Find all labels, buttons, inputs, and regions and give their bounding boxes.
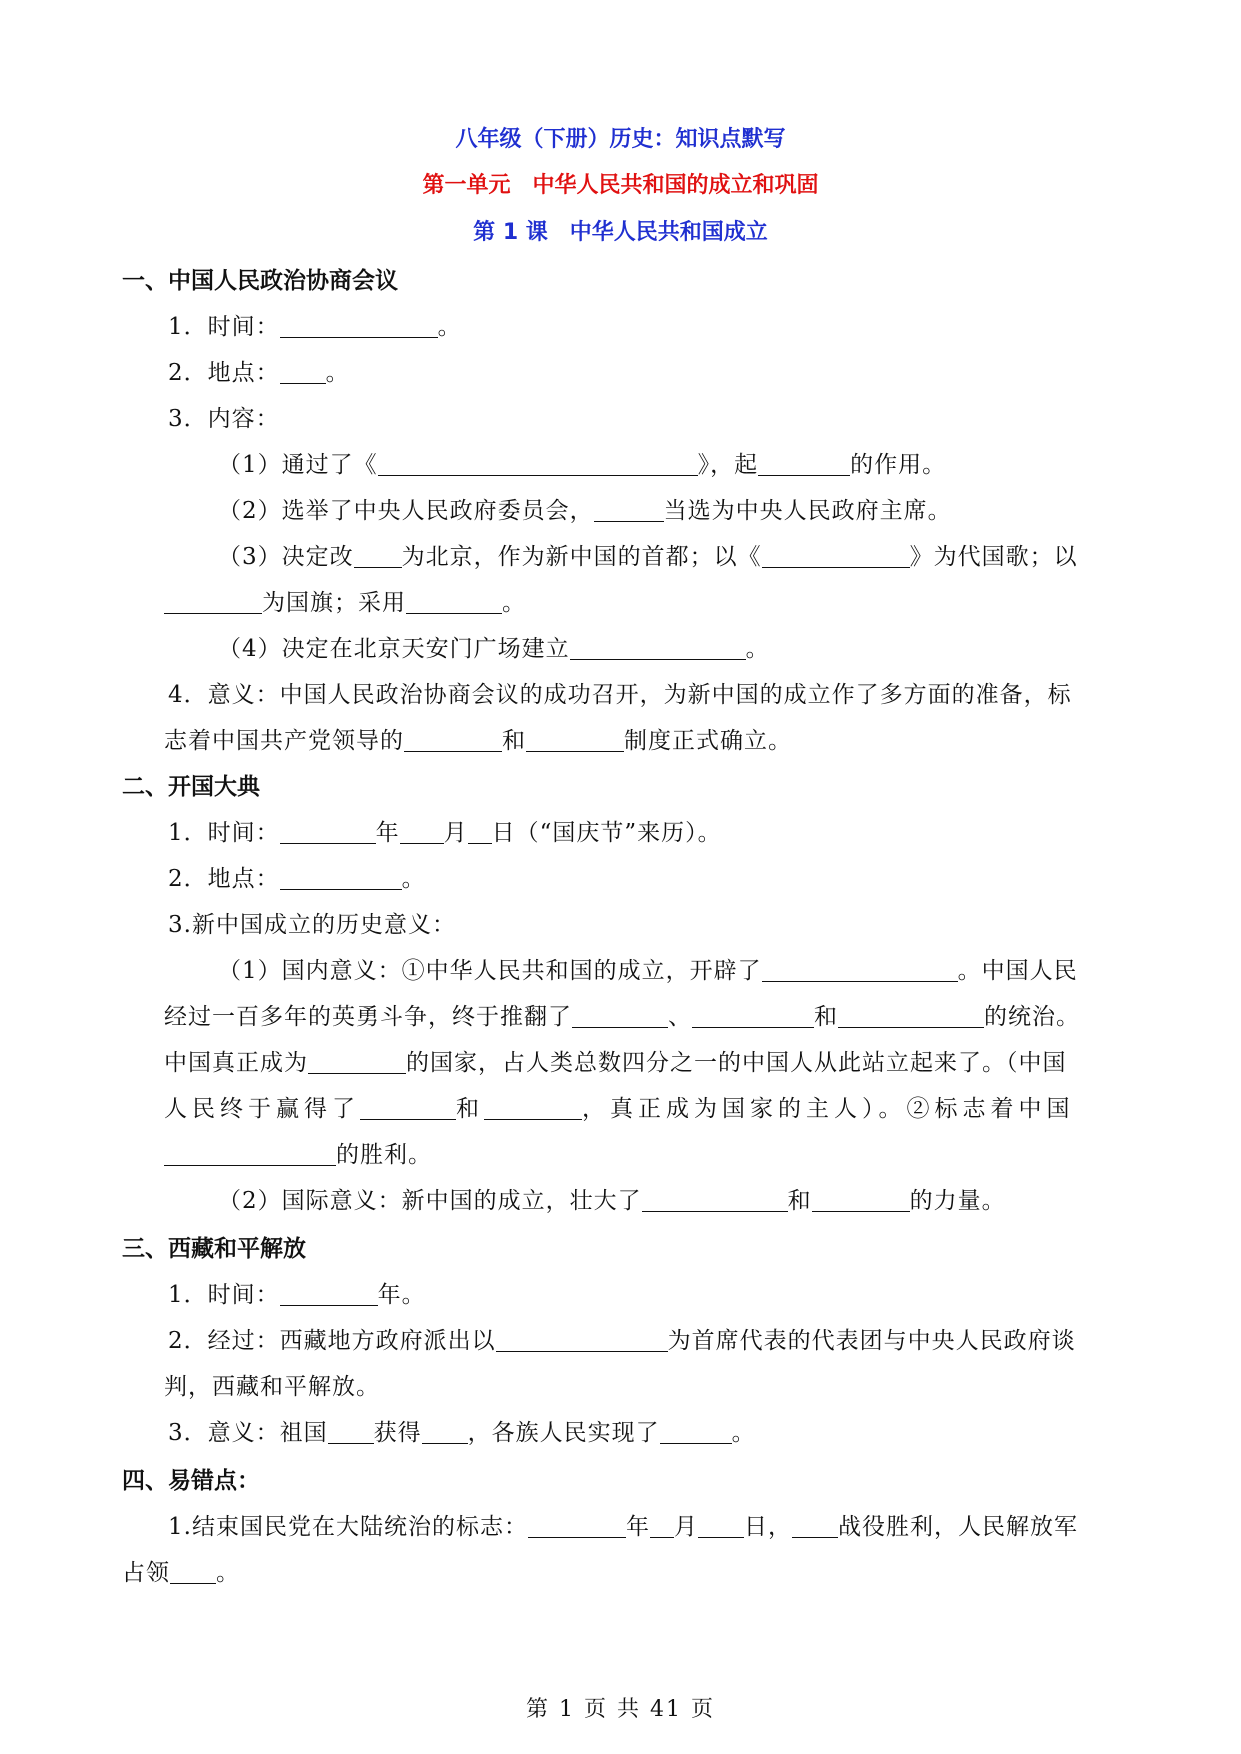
tibet-significance: 3．意义：祖国 获得 ，各族人民实现了 。 <box>168 1420 756 1446</box>
blank <box>280 865 402 890</box>
cppcc-time-line: 1．时间： 。 <box>168 314 462 340</box>
blank <box>280 819 376 844</box>
blank <box>378 451 698 476</box>
unit-title: 第一单元 中华人民共和国的成立和巩固 <box>422 173 819 198</box>
blank <box>280 313 438 338</box>
section-heading-founding-ceremony: 二、开国大典 <box>122 774 260 800</box>
domestic-significance-line-3: 中国真正成为 的国家，占人类总数四分之一的中国人从此站立起来了。（中国 <box>164 1050 1067 1076</box>
blank <box>698 1513 744 1538</box>
content-item-2: （2）选举了中央人民政府委员会， 当选为中央人民政府主席。 <box>218 498 952 524</box>
blank <box>526 727 624 752</box>
blank <box>758 451 850 476</box>
blank <box>280 359 326 384</box>
mistake-item-1-cont: 占领 。 <box>122 1560 240 1586</box>
blank <box>762 957 958 982</box>
blank <box>642 1187 788 1212</box>
blank <box>164 1141 336 1166</box>
domestic-significance-line-2: 经过一百多年的英勇斗争，终于推翻了 、 和 的统治。 <box>164 1004 1080 1030</box>
document-title: 八年级（下册）历史：知识点默写 <box>455 127 786 152</box>
blank <box>484 1095 582 1120</box>
blank <box>170 1559 216 1584</box>
content-item-1: （1）通过了《 》，起 的作用。 <box>218 452 947 478</box>
blank <box>400 819 444 844</box>
blank <box>660 1419 732 1444</box>
domestic-significance-line-5: 的胜利。 <box>164 1136 432 1169</box>
blank <box>404 727 502 752</box>
blank <box>572 1003 668 1028</box>
cppcc-significance: 4．意义：中国人民政治协商会议的成功召开，为新中国的成立作了多方面的准备，标 <box>168 682 1072 708</box>
section-heading-common-mistakes: 四、易错点： <box>122 1468 260 1494</box>
cppcc-significance-cont: 志着中国共产党领导的 和 制度正式确立。 <box>164 728 792 754</box>
lesson-title: 第 1 课 中华人民共和国成立 <box>473 220 768 245</box>
cppcc-content-label: 3．内容： <box>168 406 280 432</box>
blank <box>650 1513 674 1538</box>
blank <box>792 1513 838 1538</box>
blank <box>812 1187 910 1212</box>
tibet-process: 2．经过：西藏地方政府派出以 为首席代表的代表团与中央人民政府谈 <box>168 1328 1076 1354</box>
content-item-3: （3）决定改 为北京，作为新中国的首都；以《 》为代国歌；以 <box>218 544 1078 570</box>
blank <box>838 1003 984 1028</box>
blank <box>692 1003 814 1028</box>
mistake-item-1: 1.结束国民党在大陆统治的标志： 年 月 日， 战役胜利，人民解放军 <box>168 1514 1078 1540</box>
historical-significance-label: 3.新中国成立的历史意义： <box>168 912 456 938</box>
blank <box>468 819 492 844</box>
blank <box>762 543 910 568</box>
section-heading-cppcc: 一、中国人民政治协商会议 <box>122 268 398 294</box>
blank <box>406 589 502 614</box>
cppcc-place-line: 2．地点： 。 <box>168 360 350 386</box>
ceremony-place-line: 2．地点： 。 <box>168 866 426 892</box>
content-item-3-cont: 为国旗；采用 。 <box>164 584 526 617</box>
page-footer: 第 1 页 共 41 页 <box>526 1697 715 1722</box>
blank <box>496 1327 668 1352</box>
domestic-significance-line-4: 人民终于赢得了 和 ，真正成为国家的主人）。②标志着中国 <box>164 1096 1075 1122</box>
blank <box>164 589 262 614</box>
blank <box>528 1513 626 1538</box>
blank <box>422 1419 468 1444</box>
ceremony-time-line: 1．时间： 年 月 日（“国庆节”来历）。 <box>168 820 722 846</box>
section-heading-tibet: 三、西藏和平解放 <box>122 1236 306 1262</box>
blank <box>354 543 402 568</box>
tibet-time-line: 1．时间： 年。 <box>168 1282 426 1308</box>
blank <box>308 1049 406 1074</box>
blank <box>280 1281 378 1306</box>
domestic-significance: （1）国内意义：①中华人民共和国的成立，开辟了 。中国人民 <box>218 958 1078 984</box>
blank <box>570 635 746 660</box>
blank <box>360 1095 456 1120</box>
blank <box>328 1419 374 1444</box>
blank <box>594 497 664 522</box>
international-significance: （2）国际意义：新中国的成立，壮大了 和 的力量。 <box>218 1188 1006 1214</box>
content-item-4: （4）决定在北京天安门广场建立 。 <box>218 636 770 662</box>
tibet-process-cont: 判，西藏和平解放。 <box>164 1374 380 1400</box>
